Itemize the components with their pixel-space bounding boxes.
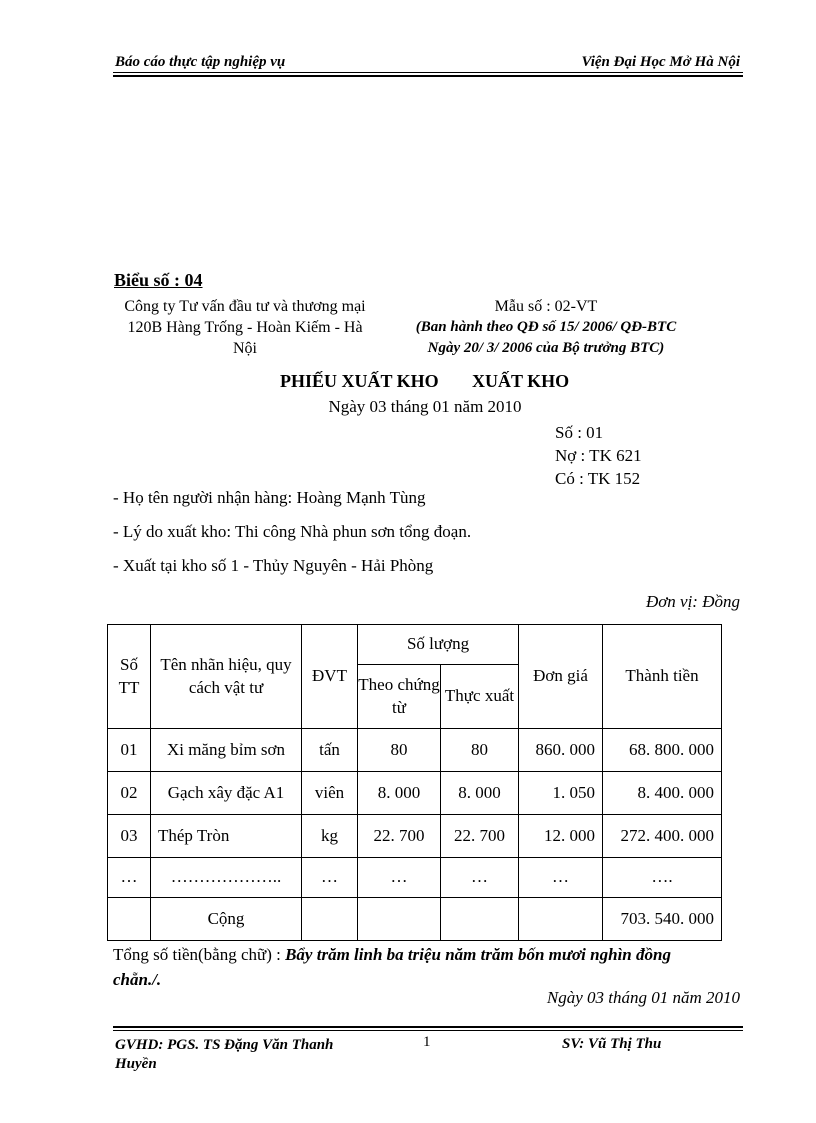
table-row	[108, 729, 722, 772]
debit-account: Nợ : TK 621	[555, 446, 642, 465]
doc-number: Số : 01	[555, 423, 604, 442]
template-block	[396, 296, 696, 359]
cell-amount: ….	[603, 858, 722, 898]
total-amount: 703. 540. 000	[603, 898, 722, 941]
header-unit: ĐVT	[302, 625, 358, 729]
warehouse-line: - Xuất tại kho số 1 - Thủy Nguyên - Hải Phòng	[113, 556, 434, 575]
cell-name: Xi măng bỉm sơn	[151, 729, 302, 772]
header-price: Đơn giá	[519, 625, 603, 729]
words-label: Tổng số tiền(bằng chữ) :	[113, 945, 286, 964]
cell-qty-actual: 80	[441, 729, 519, 772]
credit-account: Có : TK 152	[555, 469, 641, 488]
table-row	[108, 858, 722, 898]
words-value: Bẩy trăm linh ba triệu năm trăm bốn mươi nghìn đồng	[285, 945, 671, 964]
total-label: Cộng	[151, 898, 302, 941]
template-code: Mẫu số : 02-VT	[494, 298, 598, 315]
cell-unit: …	[302, 858, 358, 898]
header-right: Viện Đại Học Mở Hà Nội	[581, 54, 740, 70]
amount-in-words	[113, 942, 745, 992]
cell-name: ………………..	[151, 858, 302, 898]
cell-qty-actual: …	[441, 858, 519, 898]
footer-rule-thin	[113, 1030, 743, 1031]
company-address: 120B Hàng Trống - Hoàn Kiếm - Hà	[127, 319, 363, 336]
cell-qty-doc: …	[358, 858, 441, 898]
cell-unit: tấn	[302, 729, 358, 772]
title-echo: XUẤT KHO	[472, 371, 570, 391]
cell-name: Thép Tròn	[151, 815, 302, 858]
cell-price: 12. 000	[519, 815, 603, 858]
cell-stt: 02	[108, 772, 151, 815]
sign-date: Ngày 03 tháng 01 năm 2010	[546, 988, 740, 1007]
reason-line: - Lý do xuất kho: Thi công Nhà phun sơn tổng đoạn.	[113, 522, 472, 541]
header-quantity: Số lượng	[358, 625, 519, 665]
company-name: Công ty Tư vấn đầu tư và thương mại	[124, 298, 366, 315]
header-left: Báo cáo thực tập nghiệp vụ	[115, 54, 286, 70]
cell-name: Gạch xây đặc A1	[151, 772, 302, 815]
cell-qty-doc: 8. 000	[358, 772, 441, 815]
cell-price: …	[519, 858, 603, 898]
company-block	[100, 296, 390, 359]
header-name: Tên nhãn hiệu, quy cách vật tư	[151, 625, 302, 729]
title-main: PHIẾU XUẤT KHO	[280, 371, 439, 391]
cell-qty-actual: 22. 700	[441, 815, 519, 858]
form-id: Biểu số : 04	[114, 270, 203, 290]
table-row	[108, 772, 722, 815]
cell-qty-doc: 80	[358, 729, 441, 772]
cell-price: 1. 050	[519, 772, 603, 815]
words-value-end: chẵn./.	[113, 970, 162, 989]
company-city: Nội	[233, 340, 257, 357]
header-qty-doc: Theo chứng từ	[358, 665, 441, 729]
cell-qty-doc: 22. 700	[358, 815, 441, 858]
supervisor-line-2: Huyền	[115, 1056, 157, 1072]
template-issued-2: Ngày 20/ 3/ 2006 của Bộ trưởng BTC)	[427, 340, 665, 356]
footer-rule-thick	[113, 1026, 743, 1028]
table-row	[108, 815, 722, 858]
cell-stt: 01	[108, 729, 151, 772]
accounting-block	[555, 421, 642, 490]
header-rule-thin	[113, 72, 743, 73]
footer-supervisor	[115, 1036, 333, 1074]
goods-table	[107, 624, 722, 941]
total-row	[108, 898, 722, 941]
footer-student: SV: Vũ Thị Thu	[562, 1036, 662, 1052]
cell-stt: …	[108, 858, 151, 898]
cell-unit: viên	[302, 772, 358, 815]
cell-unit: kg	[302, 815, 358, 858]
cell-qty-actual: 8. 000	[441, 772, 519, 815]
cell-amount: 8. 400. 000	[603, 772, 722, 815]
receiver-line: - Họ tên người nhận hàng: Hoàng Mạnh Tùng	[113, 488, 426, 507]
template-issued-1: (Ban hành theo QĐ số 15/ 2006/ QĐ-BTC	[415, 319, 677, 335]
cell-amount: 68. 800. 000	[603, 729, 722, 772]
currency-unit: Đơn vị: Đồng	[645, 592, 740, 611]
doc-date: Ngày 03 tháng 01 năm 2010	[328, 397, 522, 416]
header-qty-actual: Thực xuất	[441, 665, 519, 729]
supervisor-line-1: GVHD: PGS. TS Đặng Văn Thanh	[115, 1037, 334, 1053]
cell-amount: 272. 400. 000	[603, 815, 722, 858]
header-stt: Số TT	[108, 625, 151, 729]
cell-price: 860. 000	[519, 729, 603, 772]
cell-stt: 03	[108, 815, 151, 858]
header-amount: Thành tiền	[603, 625, 722, 729]
header-rule-thick	[113, 75, 743, 77]
page-number: 1	[423, 1034, 431, 1050]
